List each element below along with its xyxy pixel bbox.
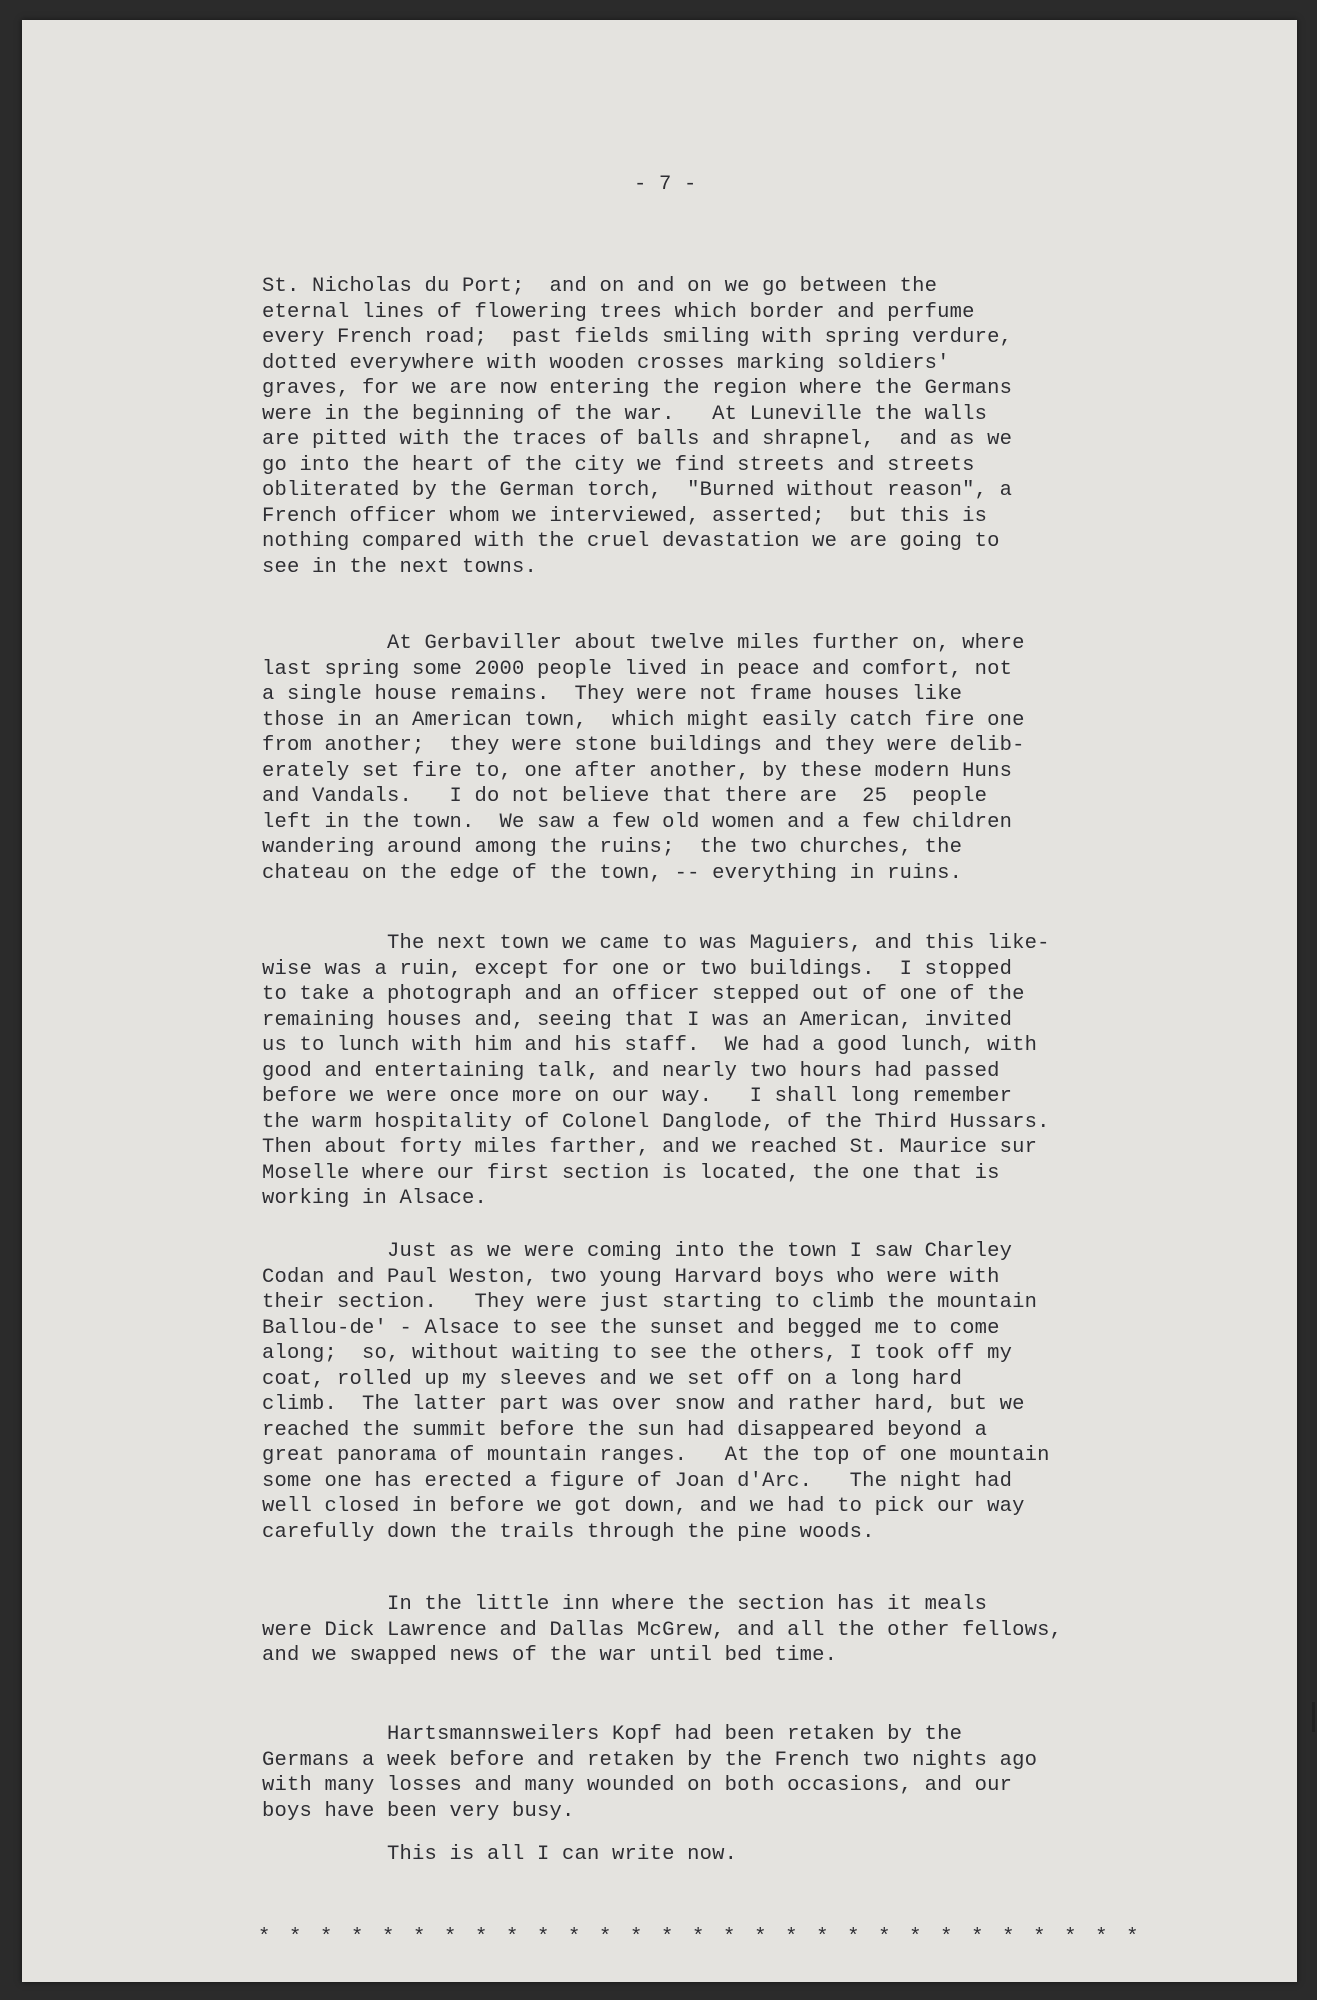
edge-mark [1312, 1702, 1315, 1732]
paragraph-1: St. Nicholas du Port; and on and on we go between the eternal lines of flowering trees which border and perfume every French road; past fields smiling with spring verdure, dotted everywhere with wooden crosses marking soldiers' graves, for we are now entering the region where the Germans were in the beginning of the war. At Luneville the walls are pitted with the traces of balls and shrapnel, and as we go into the heart of the city we find streets and streets obliterated by the German torch, "Burned without reason", a French officer whom we interviewed, asserted; but this is nothing compared with the cruel devastation we are going to see in the next towns. [262, 275, 1013, 579]
paragraph-2: At Gerbaviller about twelve miles further on, where last spring some 2000 people lived in peace and comfort, not a single house remains. They were not frame houses like those in an American town, which might easily catch fire one from another; they were stone buildings and they were delib- erately set fire to, one after another, by these modern Huns and Vandals. I do not believe that there are 25 people left in the town. We saw a few old women and a few children wandering around among the ruins; the two churches, the chateau on the edge of the town, -- everything in ruins. [262, 632, 1025, 885]
paragraph-6: Hartsmannsweilers Kopf had been retaken by the Germans a week before and retaken by the French two nights ago with many losses and many wounded on both occasions, and our boys have been very busy. [262, 1723, 1038, 1823]
paragraph-5: In the little inn where the section has it meals were Dick Lawrence and Dallas McGrew, and all the other fellows, and we swapped news of the war until bed time. [262, 1593, 1063, 1667]
page-number: - 7 - [634, 173, 697, 196]
paragraph-4: Just as we were coming into the town I saw Charley Codan and Paul Weston, two young Harvard boys who were with their section. They were just starting to climb the mountain Ballou-de' - Alsace to see the sunset and begged me to come along; so, without waiting to see the others, I took off my coat, rolled up my sleeves and we set off on a long hard climb. The latter part was over snow and rather hard, but we reached the summit before the sun had disappeared beyond a great panorama of mountain ranges. At the top of one mountain some one has erected a figure of Joan d'Arc. The night had well closed in before we got down, and we had to pick our way carefully down the trails through the pine woods. [262, 1240, 1050, 1544]
paragraph-7: This is all I can write now. [262, 1843, 738, 1866]
typed-page [22, 20, 1297, 1982]
asterisk-separator: * * * * * * * * * * * * * * * * * * * * * * * * * * * * * [258, 1926, 1142, 1949]
paragraph-3: The next town we came to was Maguiers, and this like- wise was a ruin, except for one or two buildings. I stopped to take a photograph and an officer stepped out of one of the remaining houses and, seeing that I was an American, invited us to lunch with him and his staff. We had a good lunch, with good and entertaining talk, and nearly two hours had passed before we were once more on our way. I shall long remember the warm hospitality of Colonel Danglode, of the Third Hussars. Then about forty miles farther, and we reached St. Maurice sur Moselle where our first section is located, the one that is working in Alsace. [262, 932, 1050, 1210]
